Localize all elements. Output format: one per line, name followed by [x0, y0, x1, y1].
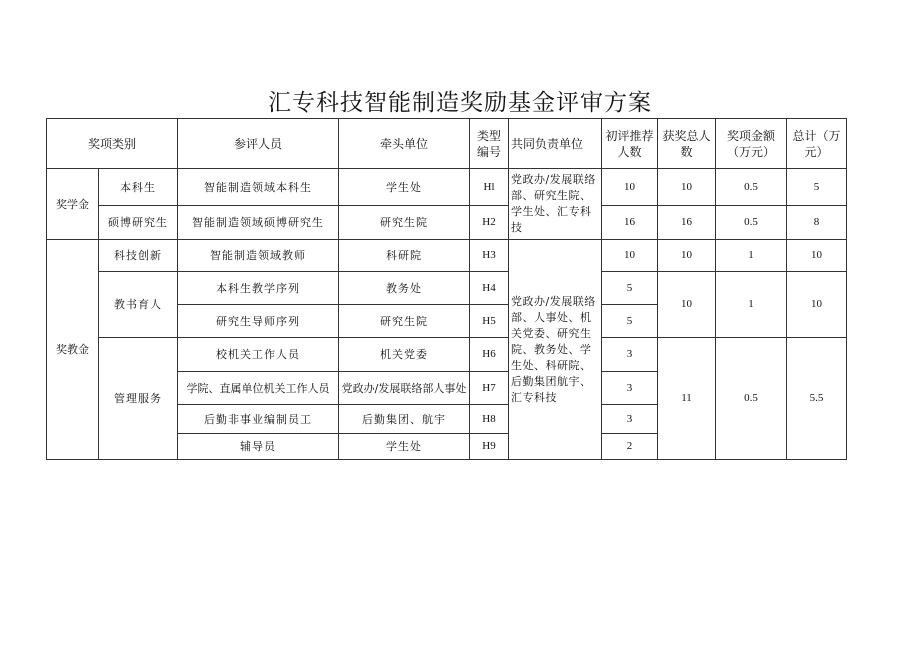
amount-cell: 0.5 [716, 338, 787, 460]
type-code-cell: H3 [470, 240, 509, 272]
initial-count-cell: 3 [602, 372, 658, 405]
lead-unit-cell: 机关党委 [339, 338, 470, 372]
header-winners: 获奖总人数 [658, 119, 716, 169]
winners-cell: 10 [658, 169, 716, 206]
participants-cell: 智能制造领域本科生 [178, 169, 339, 206]
initial-count-cell: 10 [602, 240, 658, 272]
participants-cell: 后勤非事业编制员工 [178, 405, 339, 434]
lead-unit-cell: 研究生院 [339, 206, 470, 240]
subcategory-grad: 硕博研究生 [99, 206, 178, 240]
lead-unit-cell: 党政办/发展联络部人事处 [339, 372, 470, 405]
type-code-cell: H8 [470, 405, 509, 434]
header-lead-unit: 牵头单位 [339, 119, 470, 169]
initial-count-cell: 3 [602, 338, 658, 372]
winners-cell: 10 [658, 240, 716, 272]
total-cell: 5.5 [787, 338, 847, 460]
participants-cell: 辅导员 [178, 434, 339, 460]
participants-cell: 智能制造领域硕博研究生 [178, 206, 339, 240]
type-code-cell: H2 [470, 206, 509, 240]
lead-unit-cell: 科研院 [339, 240, 470, 272]
type-code-cell: H9 [470, 434, 509, 460]
amount-cell: 0.5 [716, 169, 787, 206]
header-initial-count: 初评推荐人数 [602, 119, 658, 169]
total-cell: 5 [787, 169, 847, 206]
amount-cell: 0.5 [716, 206, 787, 240]
header-type-code: 类型编号 [470, 119, 509, 169]
total-cell: 8 [787, 206, 847, 240]
initial-count-cell: 5 [602, 305, 658, 338]
participants-cell: 校机关工作人员 [178, 338, 339, 372]
type-code-cell: H5 [470, 305, 509, 338]
type-code-cell: H7 [470, 372, 509, 405]
page-title: 汇专科技智能制造奖励基金评审方案 [268, 90, 652, 116]
lead-unit-cell: 研究生院 [339, 305, 470, 338]
amount-cell: 1 [716, 240, 787, 272]
header-total: 总计（万元） [787, 119, 847, 169]
co-units-teaching: 党政办/发展联络部、人事处、机关党委、研究生院、教务处、学生处、科研院、后勤集团航宇、汇专科技 [509, 240, 602, 460]
subcategory-undergrad: 本科生 [99, 169, 178, 206]
initial-count-cell: 10 [602, 169, 658, 206]
type-code-cell: H4 [470, 272, 509, 305]
subcategory-teaching-edu: 教书育人 [99, 272, 178, 338]
table-row [47, 338, 847, 372]
type-code-cell: H6 [470, 338, 509, 372]
participants-cell: 本科生教学序列 [178, 272, 339, 305]
co-units-scholarship: 党政办/发展联络部、研究生院、学生处、汇专科技 [509, 169, 602, 240]
group-teaching: 奖教金 [47, 240, 99, 460]
winners-cell: 16 [658, 206, 716, 240]
lead-unit-cell: 学生处 [339, 434, 470, 460]
type-code-cell: Hl [470, 169, 509, 206]
initial-count-cell: 5 [602, 272, 658, 305]
participants-cell: 智能制造领域教师 [178, 240, 339, 272]
table-row [47, 240, 847, 272]
table-row [47, 272, 847, 305]
initial-count-cell: 16 [602, 206, 658, 240]
amount-cell: 1 [716, 272, 787, 338]
initial-count-cell: 3 [602, 405, 658, 434]
header-co-units: 共同负责单位 [509, 119, 602, 169]
winners-cell: 10 [658, 272, 716, 338]
subcategory-management: 管理服务 [99, 338, 178, 460]
lead-unit-cell: 后勤集团、航宇 [339, 405, 470, 434]
initial-count-cell: 2 [602, 434, 658, 460]
lead-unit-cell: 教务处 [339, 272, 470, 305]
header-row [47, 119, 847, 169]
lead-unit-cell: 学生处 [339, 169, 470, 206]
subcategory-innovation: 科技创新 [99, 240, 178, 272]
award-table [46, 118, 847, 460]
header-participants: 参评人员 [178, 119, 339, 169]
table-row [47, 206, 847, 240]
header-amount: 奖项金额（万元） [716, 119, 787, 169]
participants-cell: 学院、直属单位机关工作人员 [178, 372, 339, 405]
header-category: 奖项类别 [47, 119, 178, 169]
total-cell: 10 [787, 272, 847, 338]
table-row [47, 169, 847, 206]
group-scholarship: 奖学金 [47, 169, 99, 240]
total-cell: 10 [787, 240, 847, 272]
winners-cell: 11 [658, 338, 716, 460]
participants-cell: 研究生导师序列 [178, 305, 339, 338]
